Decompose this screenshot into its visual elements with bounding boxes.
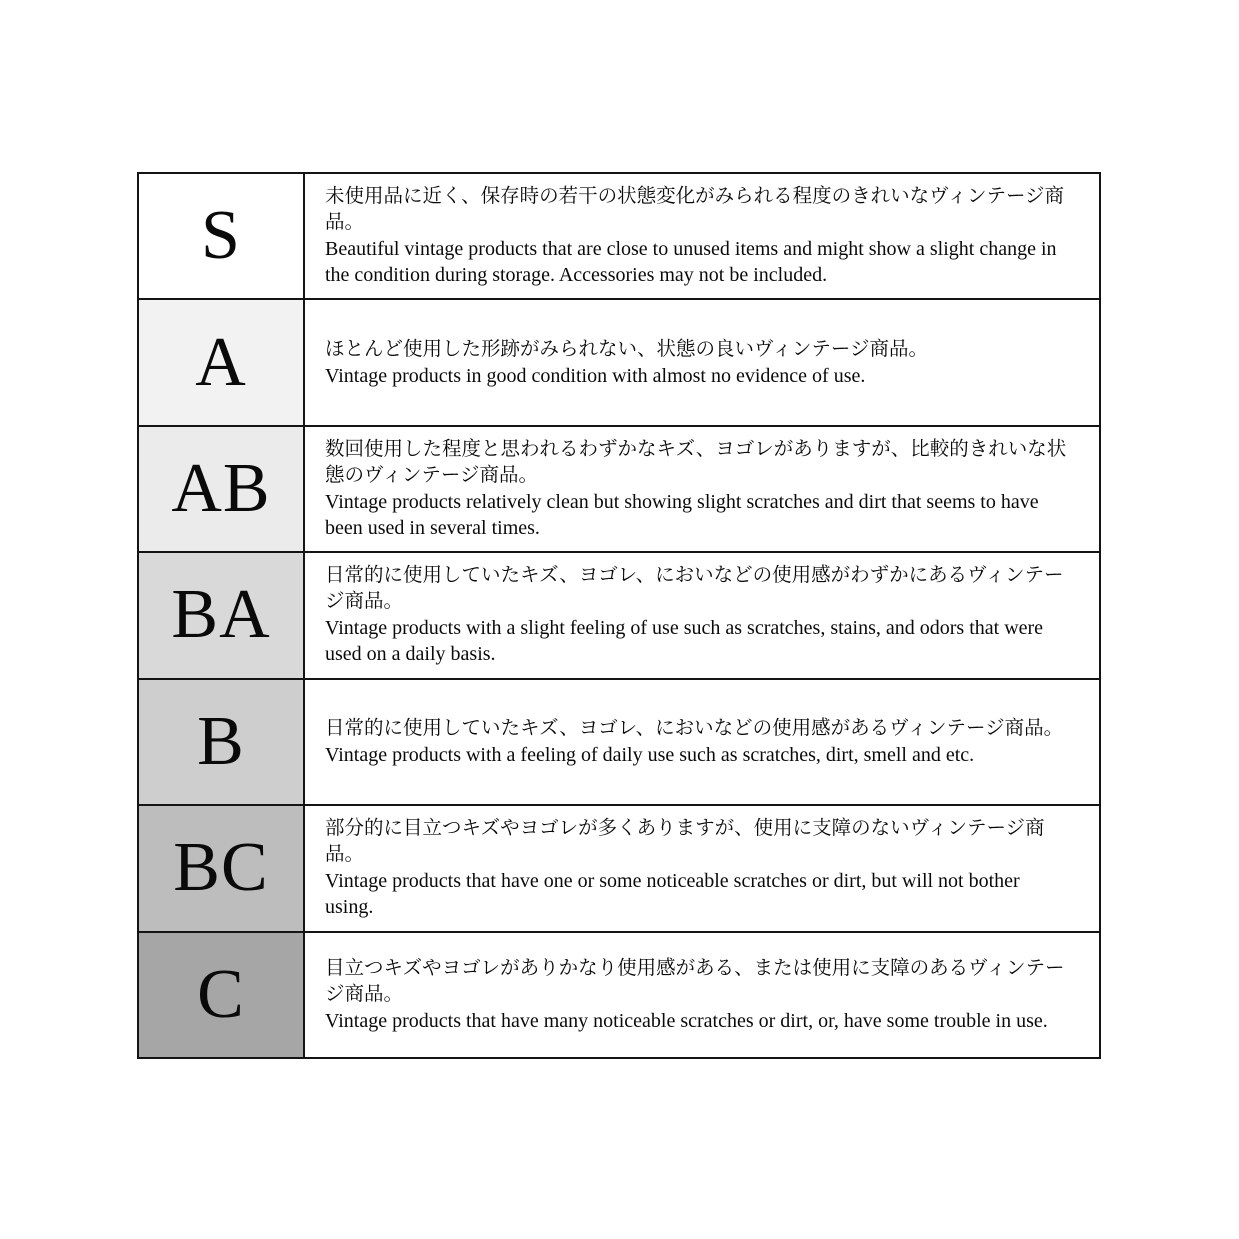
description-english: Vintage products with a feeling of daily use such as scratches, dirt, smell and etc. <box>325 743 975 766</box>
description-english: Vintage products relatively clean but showing slight scratches and dirt that seems to have been used in several times. <box>325 491 1039 540</box>
description-cell <box>305 174 1099 298</box>
description-english: Vintage products in good condition with almost no evidence of use. <box>325 364 866 387</box>
description-english: Vintage products that have one or some noticeable scratches or dirt, but will not bother using. <box>325 870 1020 919</box>
grade-cell-c <box>139 933 305 1057</box>
grade-cell-b <box>139 680 305 804</box>
grade-cell-bc <box>139 806 305 930</box>
grade-cell-ab <box>139 427 305 551</box>
description-cell <box>305 680 1099 804</box>
description-japanese: 目立つキズやヨゴレがありかなり使用感がある、または使用に支障のあるヴィンテージ商品。 <box>325 957 1065 1005</box>
table-row-a <box>139 300 1099 426</box>
grade-label: A <box>195 323 247 401</box>
description-japanese: 数回使用した程度と思われるわずかなキズ、ヨゴレがありますが、比較的きれいな状態のヴィンテージ商品。 <box>325 439 1067 487</box>
grade-cell-ba <box>139 553 305 677</box>
grade-label: S <box>201 197 241 275</box>
description-english: Vintage products with a slight feeling of use such as scratches, stains, and odors that were used on a daily basis. <box>325 617 1044 666</box>
description-japanese: 日常的に使用していたキズ、ヨゴレ、においなどの使用感があるヴィンテージ商品。 <box>325 717 1064 739</box>
description-cell <box>305 806 1099 930</box>
table-row-c <box>139 933 1099 1057</box>
grade-cell-s <box>139 174 305 298</box>
grade-cell-a <box>139 300 305 424</box>
description-japanese: ほとんど使用した形跡がみられない、状態の良いヴィンテージ商品。 <box>325 338 928 360</box>
description-english: Vintage products that have many noticeable scratches or dirt, or, have some trouble in use. <box>325 1009 1048 1032</box>
grade-label: AB <box>171 450 271 528</box>
grade-label: BA <box>171 576 271 654</box>
table-row-s <box>139 174 1099 300</box>
grade-label: C <box>197 955 245 1033</box>
table-row-ab <box>139 427 1099 553</box>
table-row-b <box>139 680 1099 806</box>
description-cell <box>305 427 1099 551</box>
description-cell <box>305 553 1099 677</box>
condition-grade-table <box>137 172 1101 1059</box>
description-english: Beautiful vintage products that are close to unused items and might show a slight change in the condition during storage. Accessories may not be included. <box>325 238 1057 287</box>
grade-label: BC <box>173 829 269 907</box>
description-japanese: 部分的に目立つキズやヨゴレが多くありますが、使用に支障のないヴィンテージ商品。 <box>325 818 1045 866</box>
grade-label: B <box>197 702 245 780</box>
description-japanese: 日常的に使用していたキズ、ヨゴレ、においなどの使用感がわずかにあるヴィンテージ商品。 <box>325 565 1064 613</box>
description-cell <box>305 933 1099 1057</box>
table-row-bc <box>139 806 1099 932</box>
table-row-ba <box>139 553 1099 679</box>
description-japanese: 未使用品に近く、保存時の若干の状態変化がみられる程度のきれいなヴィンテージ商品。 <box>325 186 1065 234</box>
description-cell <box>305 300 1099 424</box>
